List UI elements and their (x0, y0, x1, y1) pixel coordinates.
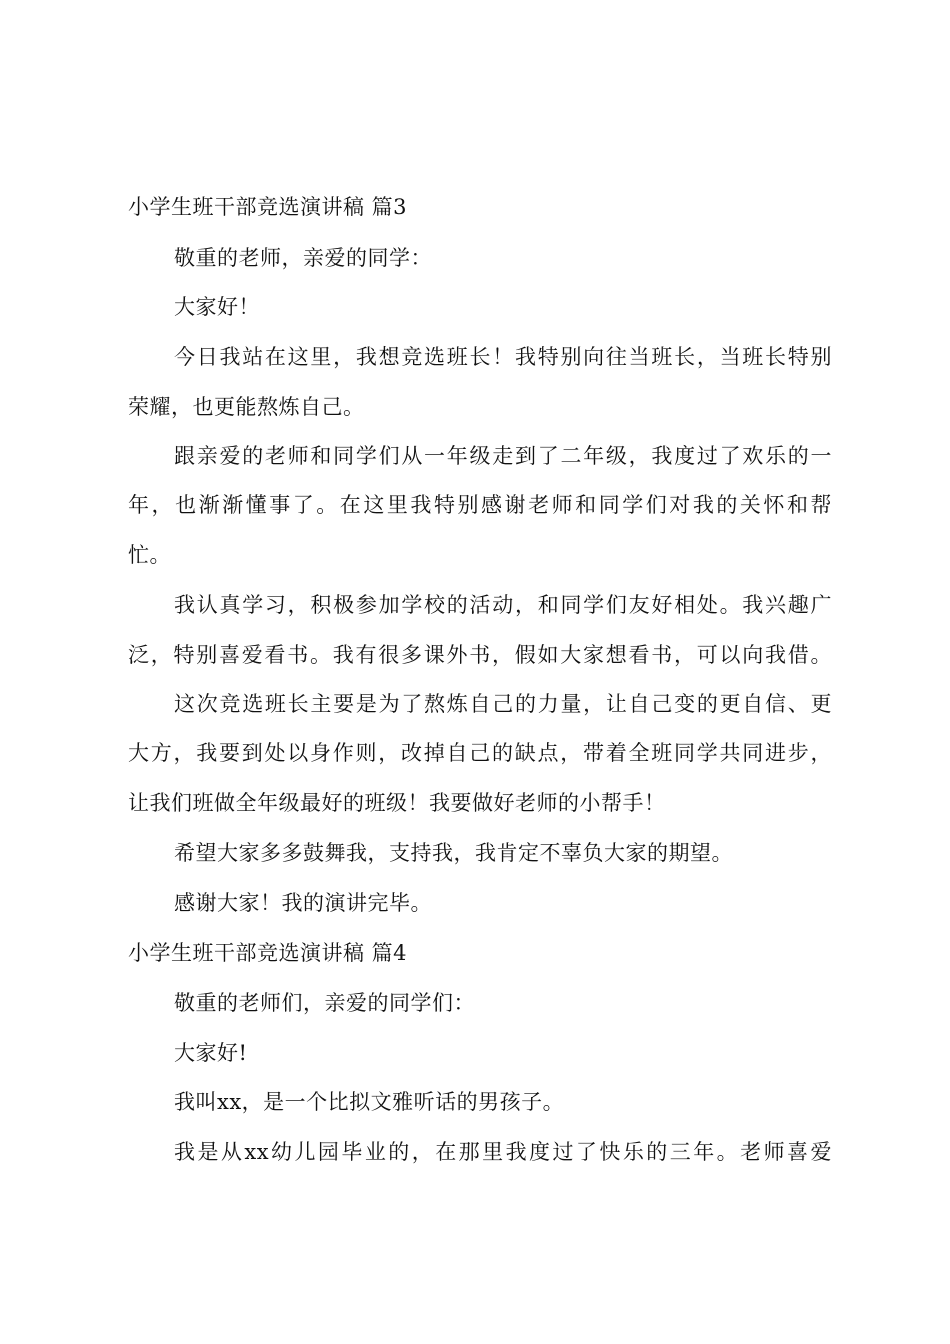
section-title: 小学生班干部竞选演讲稿 篇4 (128, 941, 408, 965)
paragraph-line: 我是从xx幼儿园毕业的，在那里我度过了快乐的三年。老师喜爱 (174, 1140, 832, 1164)
paragraph-line: 忙。 (128, 543, 171, 567)
paragraph-line: 跟亲爱的老师和同学们从一年级走到了二年级，我度过了欢乐的一 (174, 444, 832, 468)
paragraph-line: 荣耀，也更能熬炼自己。 (128, 395, 365, 419)
paragraph-line: 年，也渐渐懂事了。在这里我特别感谢老师和同学们对我的关怀和帮 (128, 493, 832, 517)
paragraph-line: 泛，特别喜爱看书。我有很多课外书，假如大家想看书，可以向我借。 (128, 643, 832, 667)
paragraph-line: 让我们班做全年级最好的班级！我要做好老师的小帮手！ (128, 791, 666, 815)
paragraph-line: 希望大家多多鼓舞我，支持我，我肯定不辜负大家的期望。 (174, 841, 733, 865)
salutation: 敬重的老师们，亲爱的同学们： (174, 991, 475, 1015)
greeting: 大家好！ (174, 295, 260, 319)
paragraph-line: 这次竞选班长主要是为了熬炼自己的力量，让自己变的更自信、更 (174, 692, 832, 716)
paragraph-line: 我认真学习，积极参加学校的活动，和同学们友好相处。我兴趣广 (174, 593, 832, 617)
paragraph-line: 感谢大家！我的演讲完毕。 (174, 891, 432, 915)
greeting: 大家好! (174, 1041, 248, 1065)
paragraph-line: 我叫xx，是一个比拟文雅听话的男孩子。 (174, 1090, 565, 1114)
salutation: 敬重的老师，亲爱的同学： (174, 246, 432, 270)
section-title: 小学生班干部竞选演讲稿 篇3 (128, 195, 408, 219)
paragraph-line: 今日我站在这里，我想竞选班长！我特别向往当班长，当班长特别 (174, 345, 832, 369)
paragraph-line: 大方，我要到处以身作则，改掉自己的缺点，带着全班同学共同进步， (128, 741, 832, 765)
